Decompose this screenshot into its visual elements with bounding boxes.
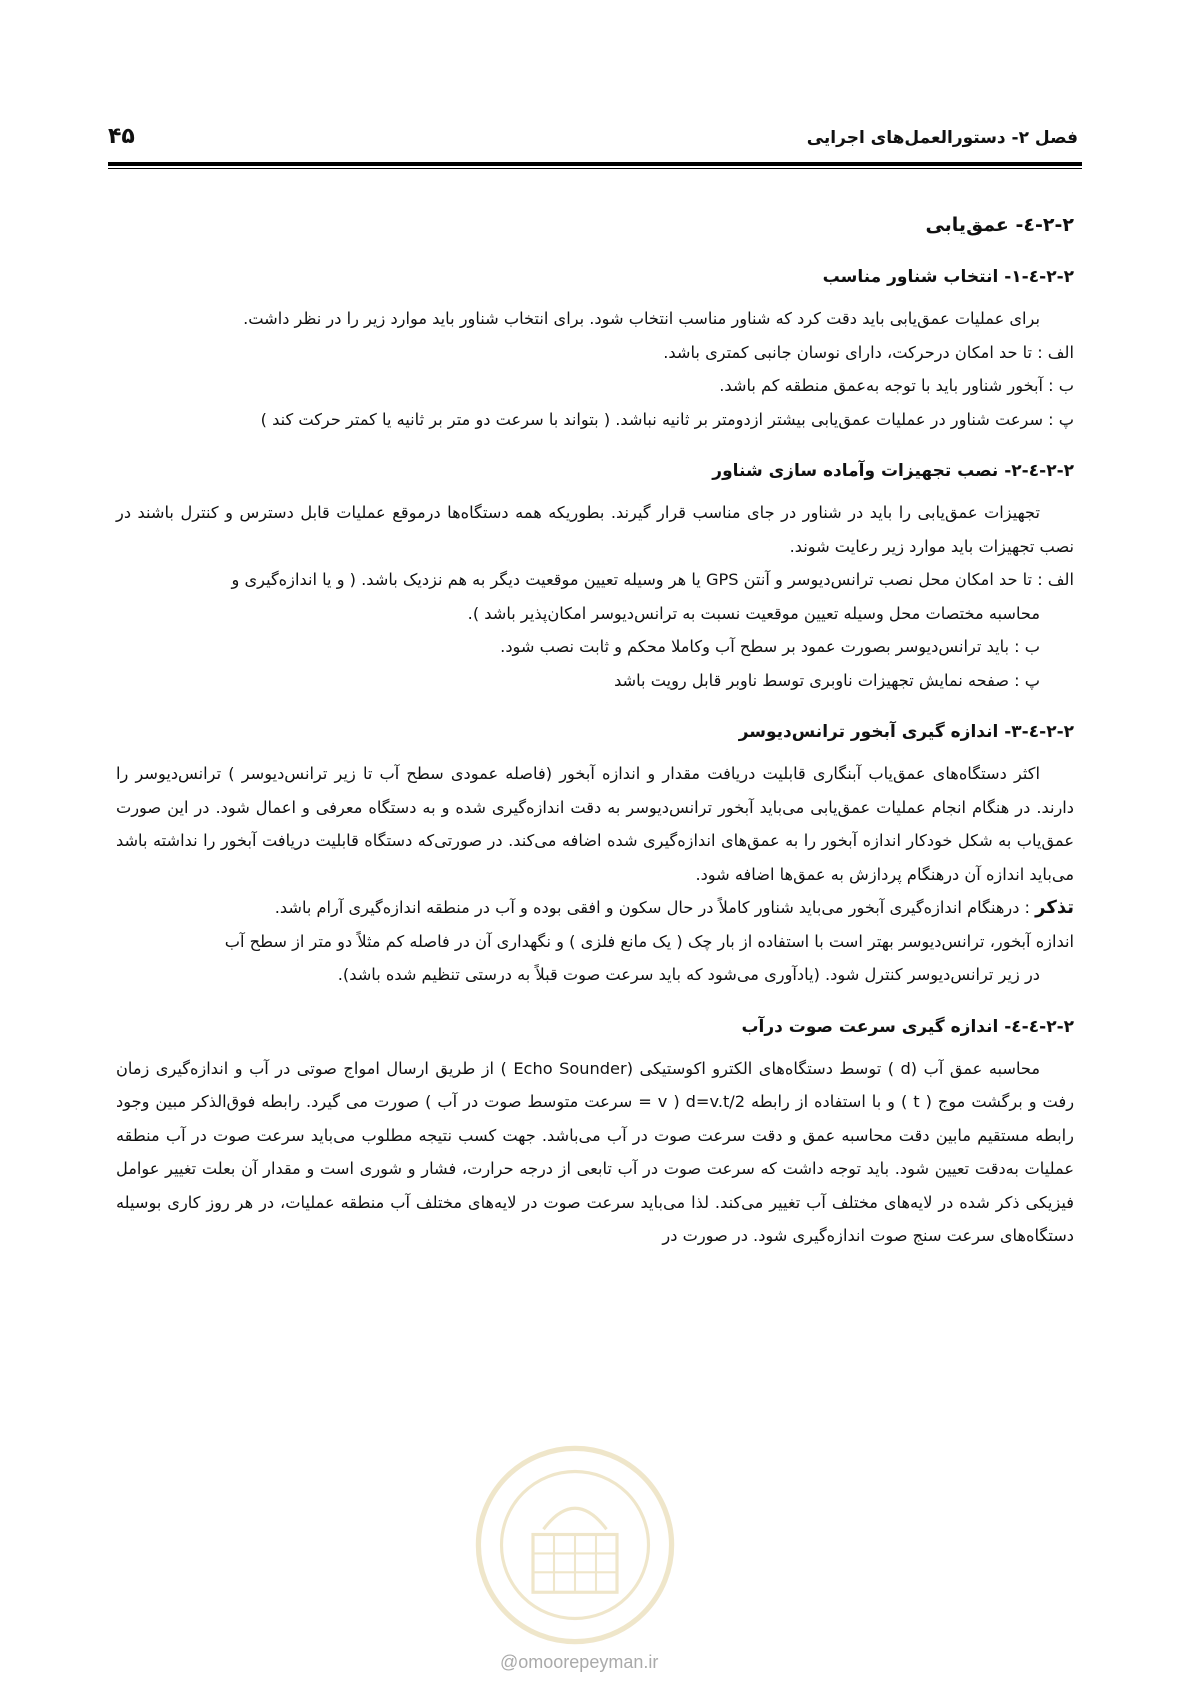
paragraph: اندازه آبخور، ترانس‌دیوسر بهتر است با استفاده از بار چک ( یک مانع فلزی ) و نگهداری آن در فاصله کم مثلاً دو متر از سطح آب — [224, 931, 1074, 951]
note-label: تذکر — [1035, 897, 1074, 918]
list-item: پ : صفحه نمایش تجهیزات ناوبری توسط ناوبر قابل رویت باشد — [614, 670, 1040, 690]
paragraph: تجهیزات عمق‌یابی را باید در شناور در جای مناسب قرار گیرند. بطوریکه همه دستگاه‌ها درموقع عملیات قابل دسترس و کنترل باشند در نصب تجهیزات باید موارد زیر رعایت شوند. — [116, 503, 1074, 556]
note-text: : درهنگام اندازه‌گیری آبخور می‌باید شناور کاملاً در حال سکون و افقی بوده و آب در منطقه اندازه‌گیری آرام باشد. — [274, 898, 1036, 917]
watermark-text: @omoorepeyman.ir — [500, 1652, 659, 1672]
paragraph: محاسبه عمق آب (d ) توسط دستگاه‌های الکترو اکوستیکی (Echo Sounder ) از طریق ارسال امواج صوتی در آب و اندازه‌گیری زمان رفت و برگشت موج ( t ) و با استفاده از رابطه d=v.t/2 ( v = سرعت متوسط صوت در آب ) صورت می گیرد. رابطه فوق‌الذکر مبین وجود رابطه مستقیم مابین دقت محاسبه عمق و دقت سرعت صوت در آب می‌باشد. جهت کسب نتیجه مطلوب می‌باید سرعت صوت در آب منطقه عملیات به‌دقت تعیین شود. باید توجه داشت که سرعت صوت در آب تابعی از درجه حرارت، فشار و شوری است و مقدار آن بعلت تغییر عوامل فیزیکی ذکر شده در لایه‌های مختلف آب تغییر می‌کند. لذا می‌باید سرعت صوت در لایه‌های مختلف آب منطقه عملیات، در هر روز کاری بوسیله دستگاه‌های سرعت سنج صوت اندازه‌گیری شود. در صورت در — [116, 1058, 1075, 1245]
list-item: ب : آبخور شناور باید با توجه به‌عمق منطقه کم باشد. — [719, 376, 1074, 395]
page-body — [116, 210, 1074, 1253]
paragraph: برای عملیات عمق‌یابی باید دقت کرد که شناور مناسب انتخاب شود. برای انتخاب شناور باید موارد زیر را در نظر داشت. — [243, 309, 1040, 328]
subsection-title-1: ۲-۲-٤-۱- انتخاب شناور مناسب — [822, 267, 1074, 287]
section-title: ۲-۲-٤- عمق‌یابی — [925, 214, 1074, 236]
watermark-seal-icon — [470, 1440, 680, 1650]
list-item: ب : باید ترانس‌دیوسر بصورت عمود بر سطح آب وکاملا محکم و ثابت نصب شود. — [500, 637, 1040, 656]
subsection-title-2: ۲-۲-٤-۲- نصب تجهیزات وآماده سازی شناور — [712, 461, 1074, 481]
subsection-title-4: ۲-۲-٤-٤- اندازه گیری سرعت صوت درآب — [741, 1016, 1074, 1037]
chapter-title: فصل ۲- دستورالعمل‌های اجرایی — [806, 128, 1078, 148]
list-item: پ : سرعت شناور در عملیات عمق‌یابی بیشتر ازدومتر بر ثانیه نباشد. ( بتواند با سرعت دو متر بر ثانیه یا کمتر حرکت کند ) — [260, 409, 1074, 429]
list-item-continuation: محاسبه مختصات محل وسیله تعیین موقعیت نسبت به ترانس‌دیوسر امکان‌پذیر باشد ). — [467, 603, 1040, 623]
list-item: الف : تا حد امکان محل نصب ترانس‌دیوسر و آنتن GPS یا هر وسیله تعیین موقعیت دیگر به هم نزدیک باشد. ( و یا اندازه‌گیری و — [231, 570, 1074, 589]
header-rule — [108, 162, 1082, 166]
paragraph-continuation: در زیر ترانس‌دیوسر کنترل شود. (یادآوری می‌شود که باید سرعت صوت قبلاً به درستی تنظیم شده باشد). — [337, 965, 1040, 984]
page-number: ۴۵ — [108, 124, 135, 149]
paragraph: اکثر دستگاه‌های عمق‌یاب آبنگاری قابلیت دریافت مقدار و اندازه آبخور (فاصله عمودی سطح آب تا زیر ترانس‌دیوسر ) ترانس‌دیوسر را دارند. در هنگام انجام عملیات عمق‌یابی می‌باید آبخور ترانس‌دیوسر به دقت اندازه‌گیری شده و به دستگاه معرفی و اعمال شود. در این صورت عمق‌یاب به شکل خودکار اندازه آبخور را به عمق‌های اندازه‌گیری شده اضافه می‌کند. در صورتی‌که دستگاه قابلیت دریافت آبخور را نداشته باشد می‌باید اندازه آن درهنگام پردازش به عمق‌ها اضافه شود. — [116, 764, 1074, 884]
subsection-title-3: ۲-۲-٤-۳- اندازه گیری آبخور ترانس‌دیوسر — [738, 722, 1074, 742]
list-item: الف : تا حد امکان درحرکت، دارای نوسان جانبی کمتری باشد. — [663, 342, 1074, 362]
note — [116, 891, 1074, 925]
header-rule-thin — [108, 168, 1082, 169]
